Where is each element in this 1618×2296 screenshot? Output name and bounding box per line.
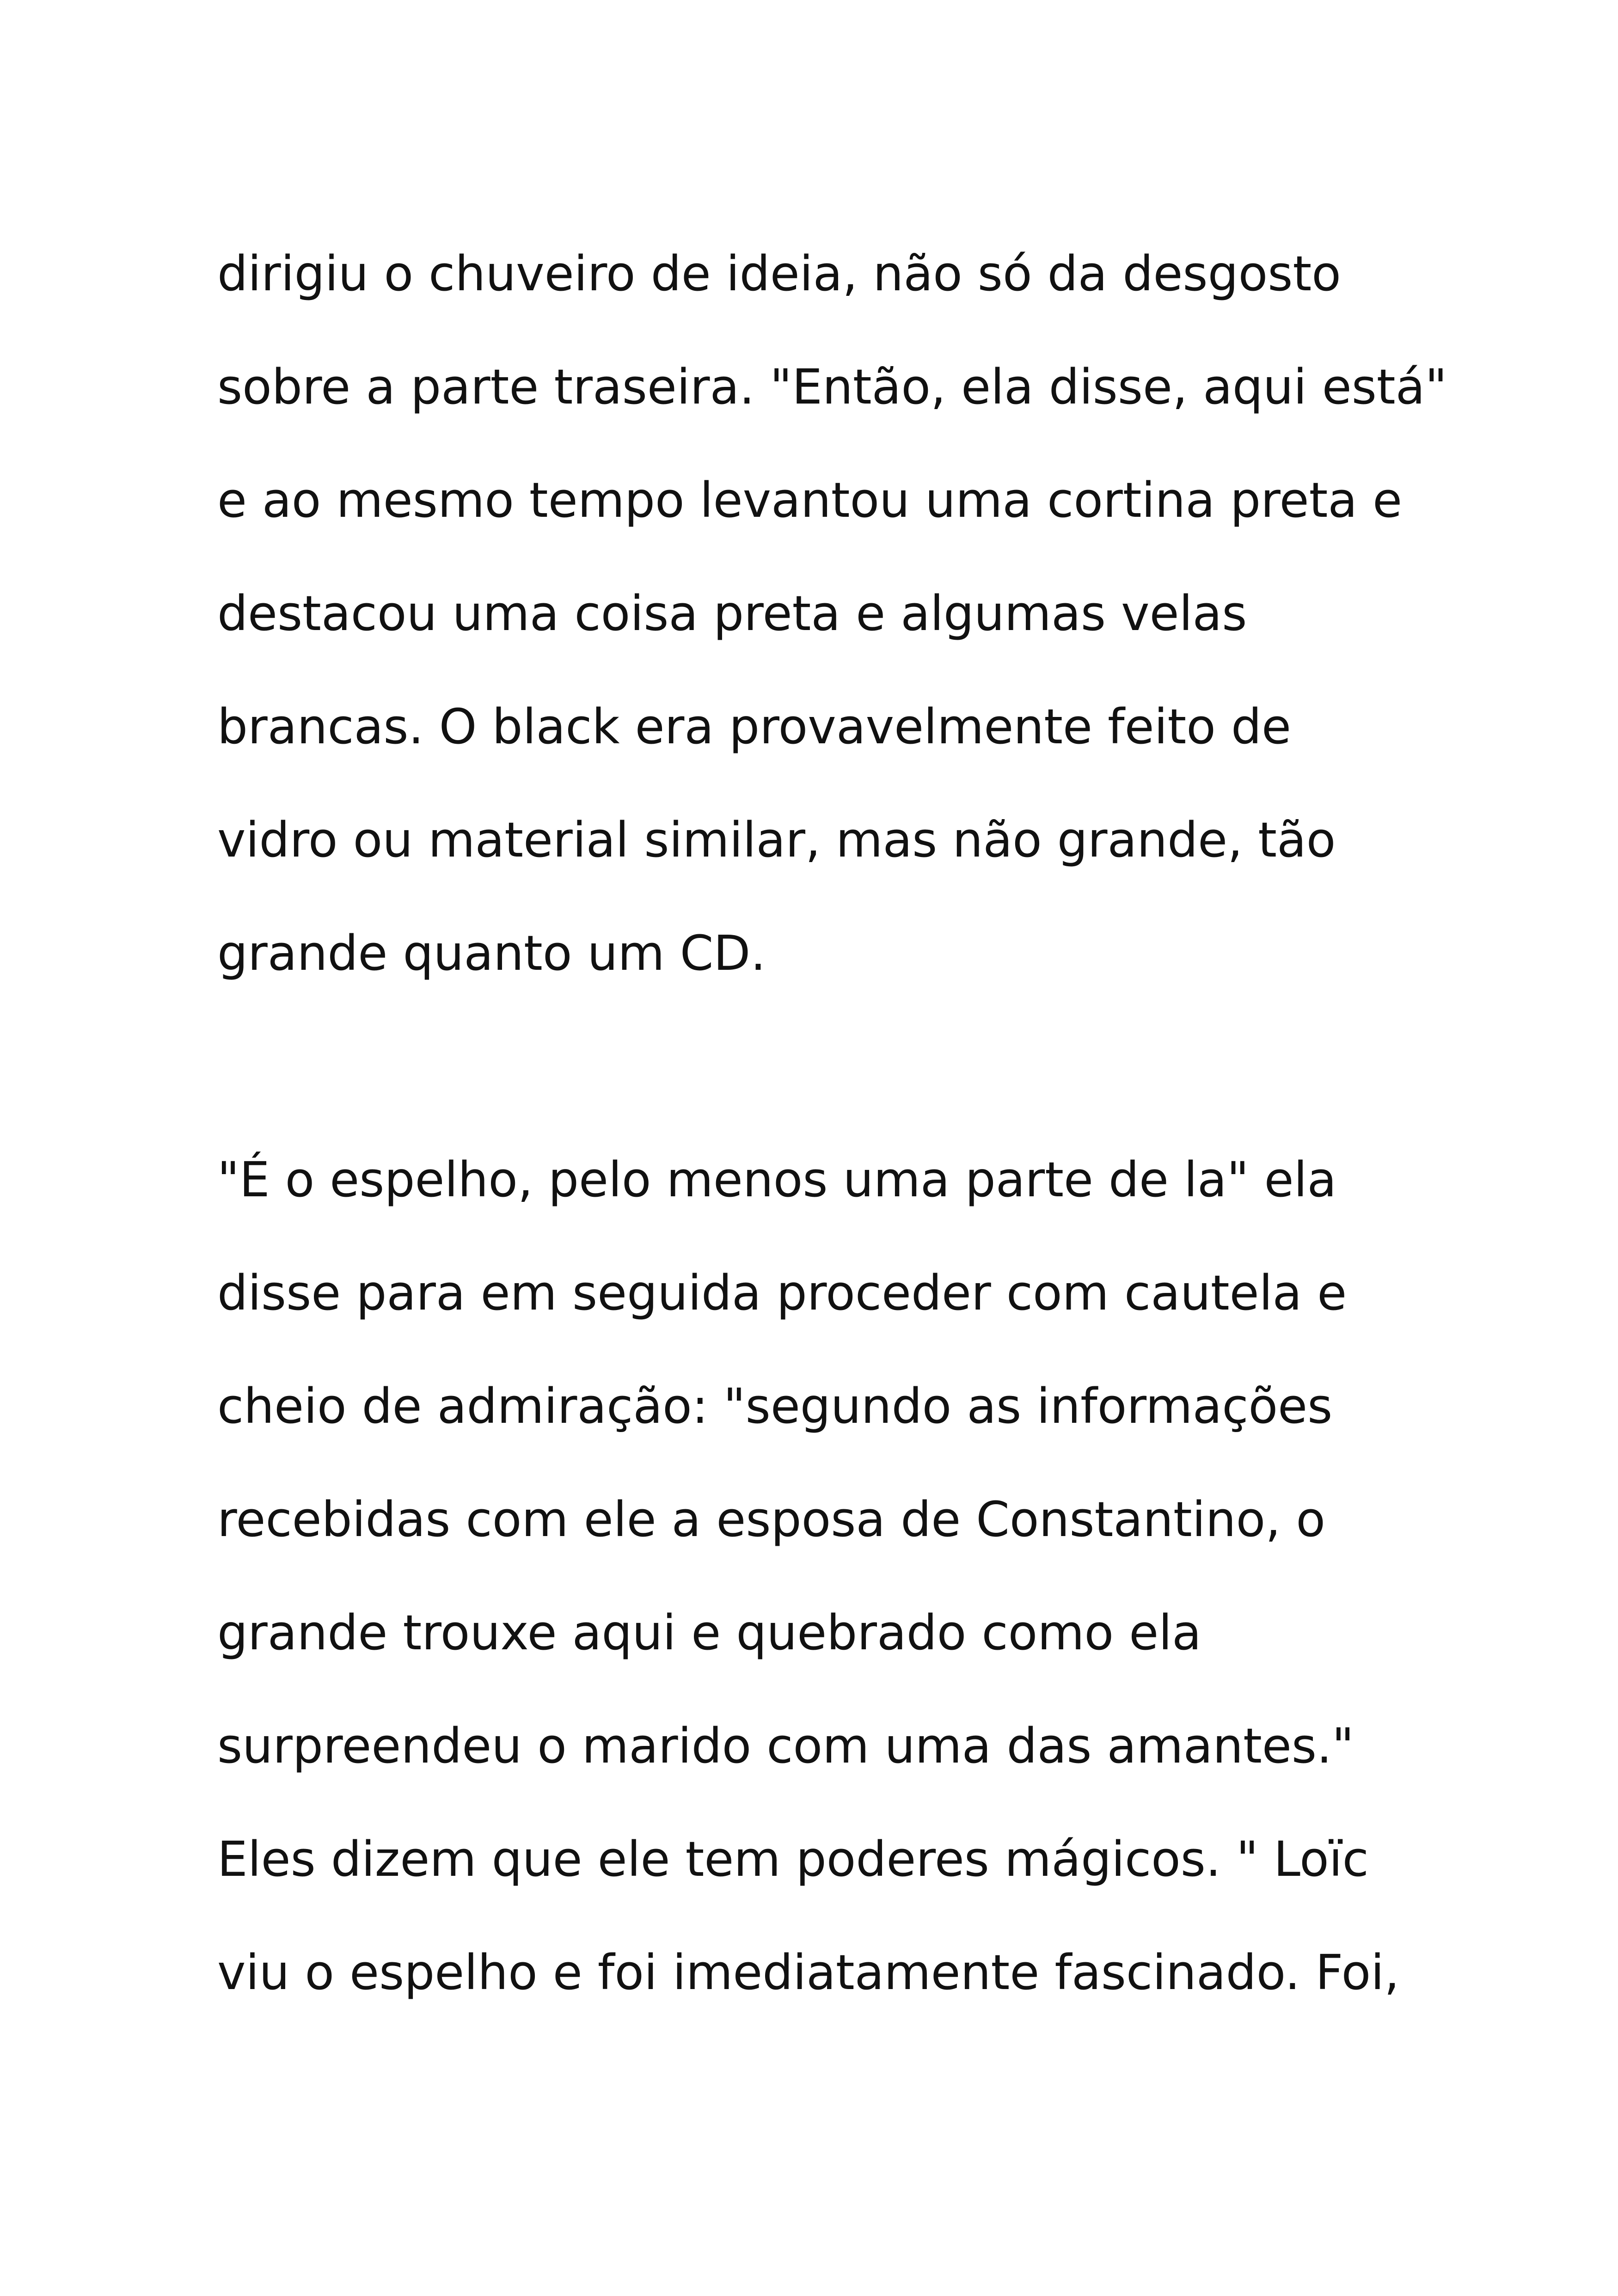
text-line: cheio de admiração: "segundo as informações — [217, 1378, 1333, 1434]
text-line: recebidas com ele a esposa de Constantino, o — [217, 1491, 1325, 1548]
text-line: brancas. O black era provavelmente feito de — [217, 698, 1291, 755]
text-line: grande quanto um CD. — [217, 925, 766, 981]
text-line: disse para em seguida proceder com cautela e — [217, 1265, 1347, 1321]
text-line: sobre a parte traseira. "Então, ela disse, aqui está" — [217, 359, 1447, 415]
text-line: vidro ou material similar, mas não grande, tão — [217, 812, 1336, 868]
text-line: "É o espelho, pelo menos uma parte de la" ela — [217, 1151, 1337, 1208]
text-line: dirigiu o chuveiro de ideia, não só da desgosto — [217, 245, 1341, 302]
text-line: Eles dizem que ele tem poderes mágicos. " Loïc — [217, 1831, 1369, 1887]
text-line: surpreendeu o marido com uma das amantes." — [217, 1718, 1354, 1774]
text-line: destacou uma coisa preta e algumas velas — [217, 585, 1247, 642]
text-line: viu o espelho e foi imediatamente fascinado. Foi, — [217, 1944, 1400, 2001]
text-line: e ao mesmo tempo levantou uma cortina preta e — [217, 472, 1403, 528]
text-line: grande trouxe aqui e quebrado como ela — [217, 1604, 1201, 1661]
